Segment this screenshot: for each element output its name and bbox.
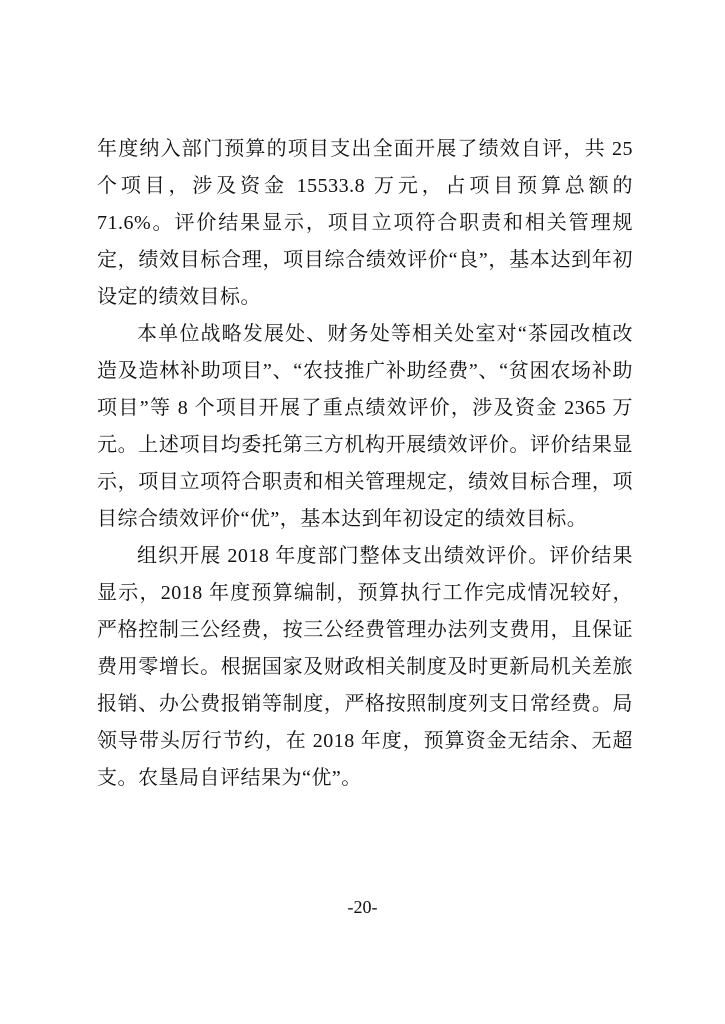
document-body (97, 131, 633, 797)
paragraph-project-self-evaluation: 年度纳入部门预算的项目支出全面开展了绩效自评，共 25 个项目，涉及资金 15533.8 万元，占项目预算总额的 71.6%。评价结果显示，项目立项符合职责和相关管理规定，绩效目标合理，项目综合绩效评价“良”，基本达到年初设定的绩效目标。 (97, 138, 633, 308)
paragraph-department-overall-evaluation: 组织开展 2018 年度部门整体支出绩效评价。评价结果显示，2018 年度预算编制，预算执行工作完成情况较好，严格控制三公经费，按三公经费管理办法列支费用，且保证费用零增长。根据国家及财政相关制度及时更新局机关差旅报销、办公费报销等制度，严格按照制度列支日常经费。局领导带头厉行节约，在 2018 年度，预算资金无结余、无超支。农垦局自评结果为“优”。 (97, 545, 633, 789)
paragraph-key-performance-evaluation: 本单位战略发展处、财务处等相关处室对“茶园改植改造及造林补助项目”、“农技推广补助经费”、“贫困农场补助项目”等 8 个项目开展了重点绩效评价，涉及资金 2365 万元。上述项目均委托第三方机构开展绩效评价。评价结果显示，项目立项符合职责和相关管理规定，绩效目标合理，项目综合绩效评价“优”，基本达到年初设定的绩效目标。 (97, 323, 633, 530)
page-number: -20- (347, 897, 378, 917)
